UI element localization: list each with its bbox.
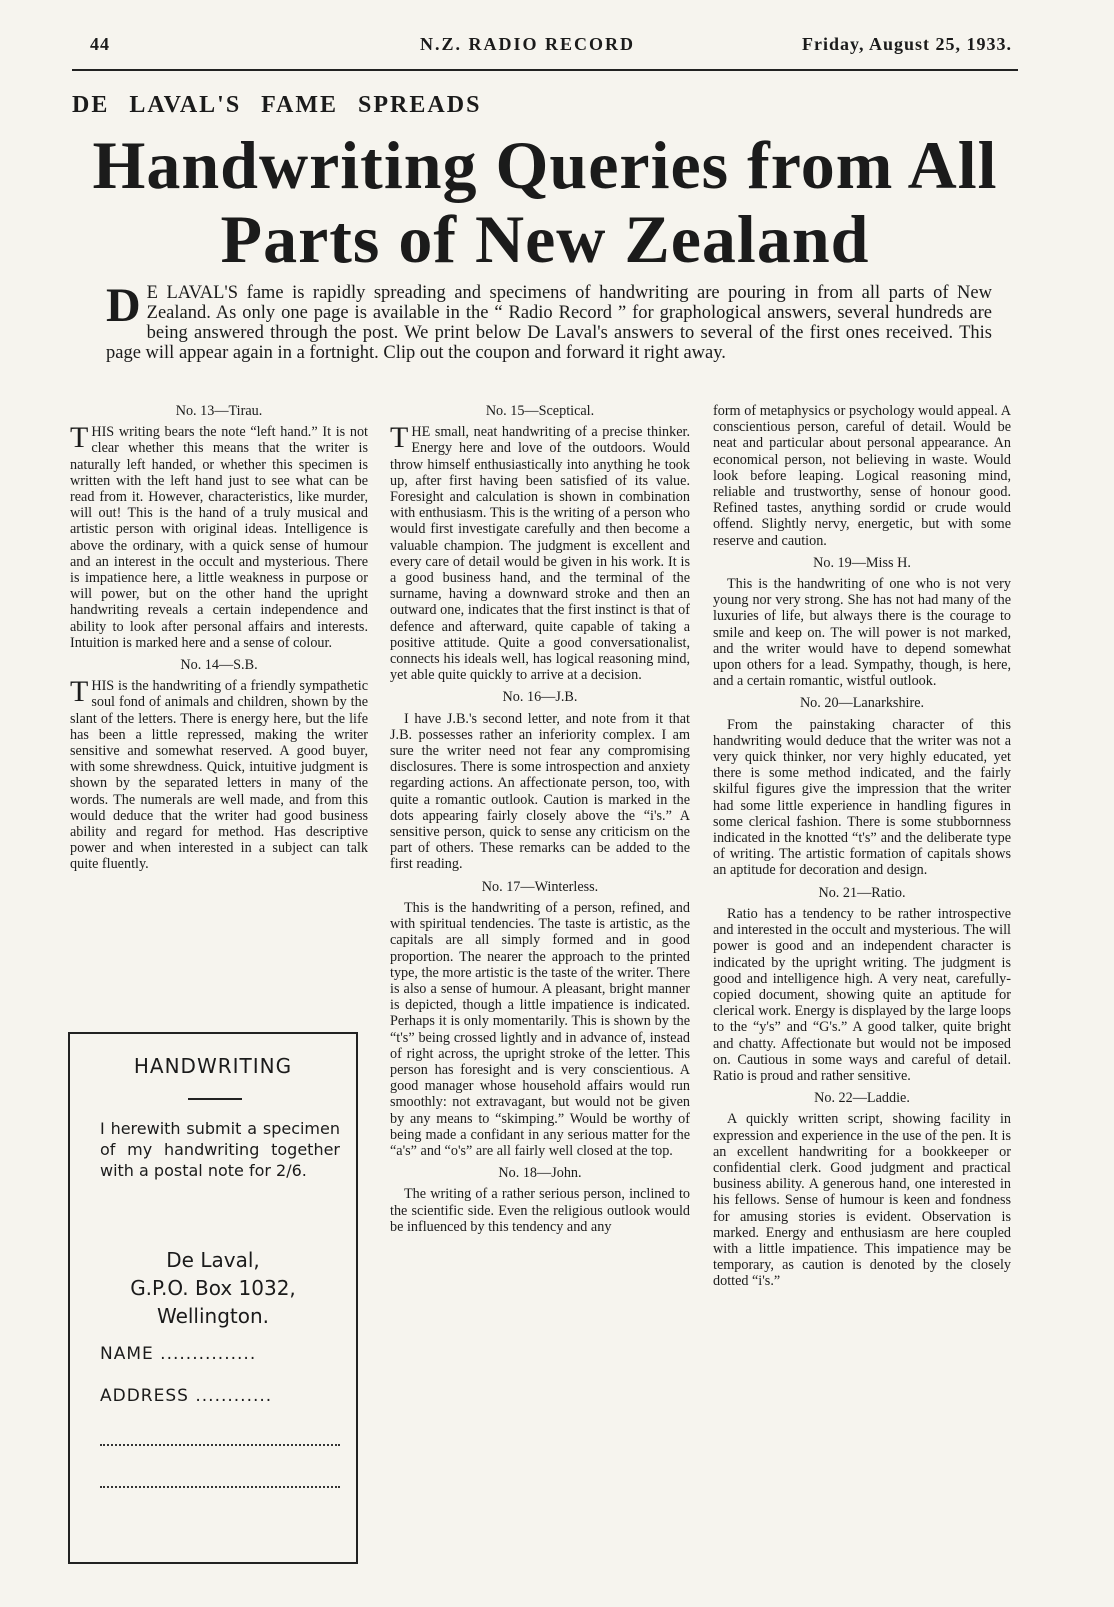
coupon-text: I herewith submit a specimen of my handwriting together with a postal note for 2/6. <box>100 1119 340 1180</box>
entry-14-body <box>70 675 368 873</box>
intro-text: E LAVAL'S fame is rapidly spreading and specimens of handwriting are pouring in from all parts of New Zealand. As only one page is available in the “ Radio Record ” for graphological answers, several hundreds are being answered through the post. We print below De Laval's answers to several of the first ones received. This page will appear again in a fortnight. Clip out the coupon and forward it right away. <box>106 283 992 363</box>
entry-16 <box>390 689 690 872</box>
entry-17 <box>390 879 690 1159</box>
entry-13-cap: T <box>70 421 89 455</box>
entry-22-title: No. 22—Laddie. <box>814 1090 910 1107</box>
entry-13-text: HIS writing bears the note “left hand.” It is not clear whether this means that the writer is naturally left handed, or whether this specimen is written with the left hand just to see what can be read from it. However, characteristics, like murder, will out! This is the hand of a truly musical and artistic person with original ideas. Intelligence is above the ordinary, with a quick sense of humour and an interest in the occult and mysterious. There is impatience here, a little weakness in purpose or will power, but on the other hand the upright handwriting reveals a certain independence and ability to look after personal affairs and interests. Intuition is marked here and a sense of colour. <box>70 424 368 651</box>
coupon-address-field[interactable] <box>100 1386 340 1406</box>
issue-date: Friday, August 25, 1933. <box>801 34 1012 54</box>
entry-14 <box>70 657 368 873</box>
entry-14-cap: T <box>70 675 89 709</box>
entry-21-text: Ratio has a tendency to be rather introspective and interested in the occult and mysterious. The will power is good and an independent character is indicated by the upright writing. The judgment is good and intelligence high. A very neat, carefully-copied document, showing quite an aptitude for clerical work. Energy is displayed by the large loops to the “y's” and “G's.” A good talker, quite bright and chatty. Affectionate but would not be imposed on. Cautious in some ways and careful of detail. Ratio is proud and rather sensitive. <box>713 905 1011 1084</box>
entry-21 <box>713 885 1011 1084</box>
entry-18-title: No. 18—John. <box>498 1165 582 1182</box>
entry-15-cap: T <box>390 421 409 455</box>
coupon-title: HANDWRITING <box>133 1054 293 1078</box>
entry-13 <box>70 403 368 651</box>
entry-13-title: No. 13—Tirau. <box>175 403 263 419</box>
entry-18-continued <box>713 403 1011 549</box>
coupon-name-field[interactable] <box>100 1344 340 1364</box>
entry-20-text: From the painstaking character of this handwriting would deduce that the writer was not a very quick thinker, nor very highly educated, yet there is some method indicated, and the fairly skilful figures give the impression that the writer had some little experience in handling figures in some clerical fashion. There is some stubbornness indicated in the knotted “t's” and the deliberate type of writing. The artistic formation of capitals shows an aptitude for decoration and design. <box>713 716 1011 879</box>
entry-13-body <box>70 421 368 651</box>
entry-17-text: This is the handwriting of a person, refined, and with spiritual tendencies. The taste is artistic, as the capitals are all simply formed and in good proportion. The nearer the approach to the printed type, the more artistic is the taste of the writer. There is also a sense of humour. A pleasant, bright manner is depicted, though a little impatience is indicated. Perhaps it is only momentarily. This is shown by the “t's” being crossed lightly and in advance of, instead of right across, the upright stroke of the letter. This person has foresight and is very conscientious. A good manager whose household affairs would run smoothly: not extravagant, but would not be given by any means to “skimping.” Would be worthy of being made a confidant in any serious matter for the “a's” and “o's” are all fairly well closed at the top. <box>390 899 690 1159</box>
intro-paragraph <box>106 279 992 363</box>
entry-22-text: A quickly written script, showing facility in expression and experience in the use of the pen. It is an excellent handwriting for a bookkeeper or confidential clerk. Good judgment and practical business ability. A generous hand, one interested in his fellows. Sense of humour is keen and fondness for amusing stories is evident. Observation is marked. Energy and enthusiasm are here coupled with a little impatience. This impatience may be temporary, as caution is denoted by the closely dotted “i's.” <box>713 1111 1011 1290</box>
entry-14-text: HIS is the handwriting of a friendly sympathetic soul fond of animals and children, shown by the slant of the letters. There is energy here, but the life has been a little repressed, making the writer sensitive and somewhat reserved. A good buyer, with some shrewdness. Quick, intuitive judgment is shown by the separated letters in many of the words. The numerals are well made, and from this would deduce that the writer had good business ability and regard for method. Has descriptive power and when interested in a subject can talk quite fluently. <box>70 678 368 873</box>
entry-22 <box>713 1090 1011 1289</box>
entry-17-title: No. 17—Winterless. <box>481 878 599 895</box>
entry-19-text: This is the handwriting of one who is not very young nor very strong. She has not had many of the luxuries of life, but always there is the courage to smile and keep on. The will power is not marked, and the writer would have to depend somewhat upon others for a lead. Sympathy, though, is here, and a certain romantic, wistful outlook. <box>713 576 1011 690</box>
entry-16-text: I have J.B.'s second letter, and note from it that J.B. possesses rather an inferiority complex. I am sure the writer need not fear any compromising disclosures. There is some introspection and anxiety regarding actions. An affectionate person, too, with quite a romantic outlook. Caution is marked in the dots appearing fairly closely above the “i's.” A sensitive person, quick to sense any criticism on the part of others. These remarks can be added to the first reading. <box>390 710 690 873</box>
coupon-address-line-b[interactable] <box>100 1486 340 1488</box>
entry-15-title: No. 15—Sceptical. <box>485 403 595 419</box>
page-number: 44 <box>90 34 110 54</box>
entry-15 <box>390 403 690 683</box>
kicker: DE LAVAL'S FAME SPREADS <box>72 92 482 118</box>
entry-18-text: The writing of a rather serious person, inclined to the scientific side. Even the religious outlook would be influenced by this tendency and any <box>390 1186 690 1235</box>
entry-18 <box>390 1165 690 1235</box>
entry-14-title: No. 14—S.B. <box>180 657 258 674</box>
page-header <box>90 34 1012 56</box>
coupon-name-dots: ............... <box>160 1344 257 1364</box>
publication-name: N.Z. RADIO RECORD <box>420 34 636 54</box>
coupon-address <box>70 1246 356 1330</box>
coupon-address-dots: ............ <box>195 1386 273 1406</box>
entry-15-body <box>390 421 690 684</box>
coupon-divider <box>188 1098 242 1100</box>
entry-20-title: No. 20—Lanarkshire. <box>799 695 925 712</box>
entry-15-text: HE small, neat handwriting of a precise thinker. Energy here and love of the outdoors. Would throw himself enthusiastically into anything he took up, after first having been satisfied of its value. Foresight and calculation is shown in combination with enthusiasm. This is the writing of a person who would first investigate carefully and then become a valuable champion. The judgment is excellent and every care of detail would be given in his work. It is a good business hand, and the terminal of the surname, having a downward stroke and then an outward one, indicates that the first instinct is that of defence and afterward, quite capable of taking a positive attitude. Quite a good conversationalist, connects his ideals well, has logical reasoning mind, yet able quite quickly to arrive at a decision. <box>390 424 690 684</box>
column-3 <box>713 403 1011 1296</box>
column-2 <box>390 400 690 1241</box>
coupon-address-line1: De Laval, <box>166 1248 260 1272</box>
entry-16-title: No. 16—J.B. <box>502 689 578 706</box>
coupon-address-line3: Wellington. <box>156 1304 270 1328</box>
entry-18-continued-text: form of metaphysics or psychology would appeal. A conscientious person, careful of detail. Would be neat and particular about personal appearance. An economical person, not believing in waste. Would look before leaping. Logical reasoning mind, reliable and trustworthy, sense of honour good. Refined tastes, anything sordid or crude would offend. Slightly nervy, energetic, but with some reserve and caution. <box>713 403 1011 549</box>
entry-20 <box>713 695 1011 878</box>
header-rule <box>72 69 1018 71</box>
coupon-address-line-a[interactable] <box>100 1444 340 1446</box>
entry-21-title: No. 21—Ratio. <box>818 884 906 901</box>
entry-19-title: No. 19—Miss H. <box>813 554 911 571</box>
intro-dropcap: D <box>106 279 141 332</box>
headline: Handwriting Queries from All Parts of New Zealand <box>92 127 998 277</box>
handwriting-coupon[interactable] <box>68 1032 358 1564</box>
coupon-address-label: ADDRESS <box>100 1386 189 1406</box>
entry-19 <box>713 555 1011 690</box>
coupon-address-line2: G.P.O. Box 1032, <box>130 1276 296 1300</box>
coupon-name-label: NAME <box>100 1344 154 1364</box>
column-1 <box>70 400 368 879</box>
